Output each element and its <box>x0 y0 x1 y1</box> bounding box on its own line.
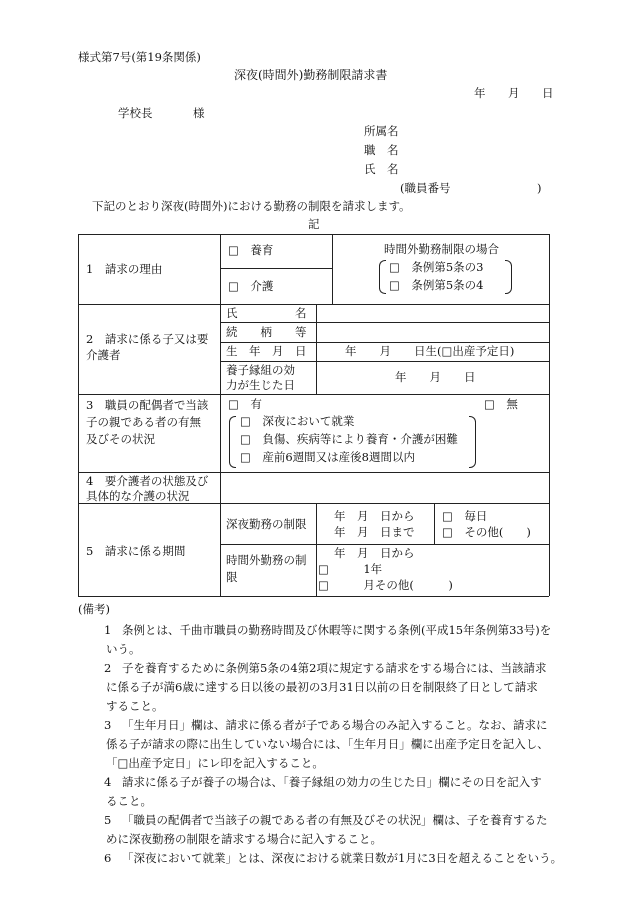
name-label: 氏 名 <box>364 162 399 176</box>
addressee: 学校長 <box>118 106 153 120</box>
checkbox-injury-illness[interactable]: □ 負傷、疾病等により養育・介護が困難 <box>240 432 458 446</box>
ki-mark: 記 <box>308 217 320 231</box>
affiliation-label: 所属名 <box>364 124 399 138</box>
checkbox-night-work[interactable]: □ 深夜において就業 <box>240 414 355 428</box>
note-number: 1 <box>104 623 112 637</box>
note-number: 5 <box>104 813 112 827</box>
checkbox-article5-3[interactable]: □ 条例第5条の3 <box>389 260 484 274</box>
employee-number-close: ) <box>537 181 542 195</box>
overtime-from-date: 年 月 日から <box>334 546 415 560</box>
note-number: 3 <box>104 718 112 732</box>
position-label: 職 名 <box>364 143 399 157</box>
note-text-line: 子を養育するために条例第5条の4第2項に規定する請求をする場合には、当該請求 <box>122 661 547 675</box>
checkbox-daily[interactable]: □ 毎日 <box>442 509 488 523</box>
form-number: 様式第7号(第19条関係) <box>78 50 201 64</box>
adoption-date-value: 年 月 日 <box>395 370 476 384</box>
honorific: 様 <box>193 106 205 120</box>
note-text-line: めに深夜勤務の制限を請求する場合に記入すること。 <box>106 832 382 846</box>
note-text-line: ること。 <box>106 794 152 808</box>
name-field-label: 氏 名 <box>226 306 307 320</box>
checkbox-article5-4[interactable]: □ 条例第5条の4 <box>389 278 484 292</box>
adoption-label-line2: 力が生じた日 <box>226 378 295 392</box>
note-text-line: に係る子が満6歳に達する日以後の最初の3月31日以前の日を制限終了日として請求 <box>106 680 538 694</box>
row1-label: 1 請求の理由 <box>86 262 163 276</box>
note-number: 2 <box>104 661 112 675</box>
row3-label-line3: 及びその状況 <box>86 432 155 446</box>
adoption-label-line1: 養子縁組の効 <box>226 363 295 377</box>
note-text-line: すること。 <box>106 699 164 713</box>
note-number: 4 <box>104 775 112 789</box>
row2-label-line2: 介護者 <box>86 348 121 362</box>
row4-label-line1: 4 要介護者の状態及び <box>86 474 209 488</box>
overtime-restriction-label-line1: 時間外勤務の制 <box>226 553 307 567</box>
intro-text: 下記のとおり深夜(時間外)における勤務の制限を請求します。 <box>92 199 411 213</box>
checkbox-other[interactable]: □ その他( ) <box>442 525 531 539</box>
birthdate-field-label: 生 年 月 日 <box>226 344 307 358</box>
note-text-line: いう。 <box>106 642 141 656</box>
note-text-line: 「職員の配偶者で当該子の親である者の有無及びその状況」欄は、子を養育するた <box>122 813 548 827</box>
row3-label-line2: 子の親である者の有無 <box>86 415 201 429</box>
checkbox-month-other[interactable]: □ 月その他( ) <box>318 578 453 592</box>
night-restriction-label: 深夜勤務の制限 <box>226 517 307 531</box>
employee-number-label: (職員番号 <box>400 181 451 195</box>
relation-field-label: 続 柄 等 <box>226 325 307 339</box>
overtime-heading: 時間外勤務制限の場合 <box>384 242 499 256</box>
checkbox-childcare[interactable]: □ 養育 <box>228 243 274 257</box>
night-to-date: 年 月 日まで <box>334 525 415 539</box>
note-text-line: 「深夜において就業」とは、深夜における就業日数が1月に3日を超えることをいう。 <box>122 851 563 865</box>
date-day: 日 <box>542 86 554 100</box>
note-text-line: 請求に係る子が養子の場合は、「養子縁組の効力の生じた日」欄にその日を記入す <box>122 775 542 789</box>
row5-label: 5 請求に係る期間 <box>86 544 186 558</box>
note-text-line: 条例とは、千曲市職員の勤務時間及び休暇等に関する条例(平成15年条例第33号)を <box>122 623 552 637</box>
checkbox-nursing[interactable]: □ 介護 <box>228 279 274 293</box>
overtime-restriction-label-line2: 限 <box>226 570 238 584</box>
checkbox-spouse-no[interactable]: □ 無 <box>484 397 518 411</box>
night-from-date: 年 月 日から <box>334 509 415 523</box>
notes-heading: (備考) <box>78 602 110 616</box>
checkbox-one-year[interactable]: □ 1年 <box>318 562 383 576</box>
date-month: 月 <box>508 86 520 100</box>
note-number: 6 <box>104 851 112 865</box>
row3-label-line1: 3 職員の配偶者で当該 <box>86 398 209 412</box>
note-text-line: 係る子が請求の際に出生していない場合には、「生年月日」欄に出産予定日を記入し、 <box>106 737 549 751</box>
checkbox-pre-post-birth[interactable]: □ 産前6週間又は産後8週間以内 <box>240 450 415 464</box>
note-text-line: 「生年月日」欄は、請求に係る者が子である場合のみ記入すること。なお、請求に <box>122 718 548 732</box>
row2-label-line1: 2 請求に係る子又は要 <box>86 332 209 346</box>
row4-label-line2: 具体的な介護の状況 <box>86 489 190 503</box>
date-year: 年 <box>474 86 486 100</box>
note-text-line: 「□出産予定日」にレ印を記入すること。 <box>106 756 324 770</box>
form-title: 深夜(時間外)勤務制限請求書 <box>234 68 388 82</box>
birthdate-value: 年 月 日生(□出産予定日) <box>345 344 515 358</box>
checkbox-spouse-yes[interactable]: □ 有 <box>228 397 262 411</box>
